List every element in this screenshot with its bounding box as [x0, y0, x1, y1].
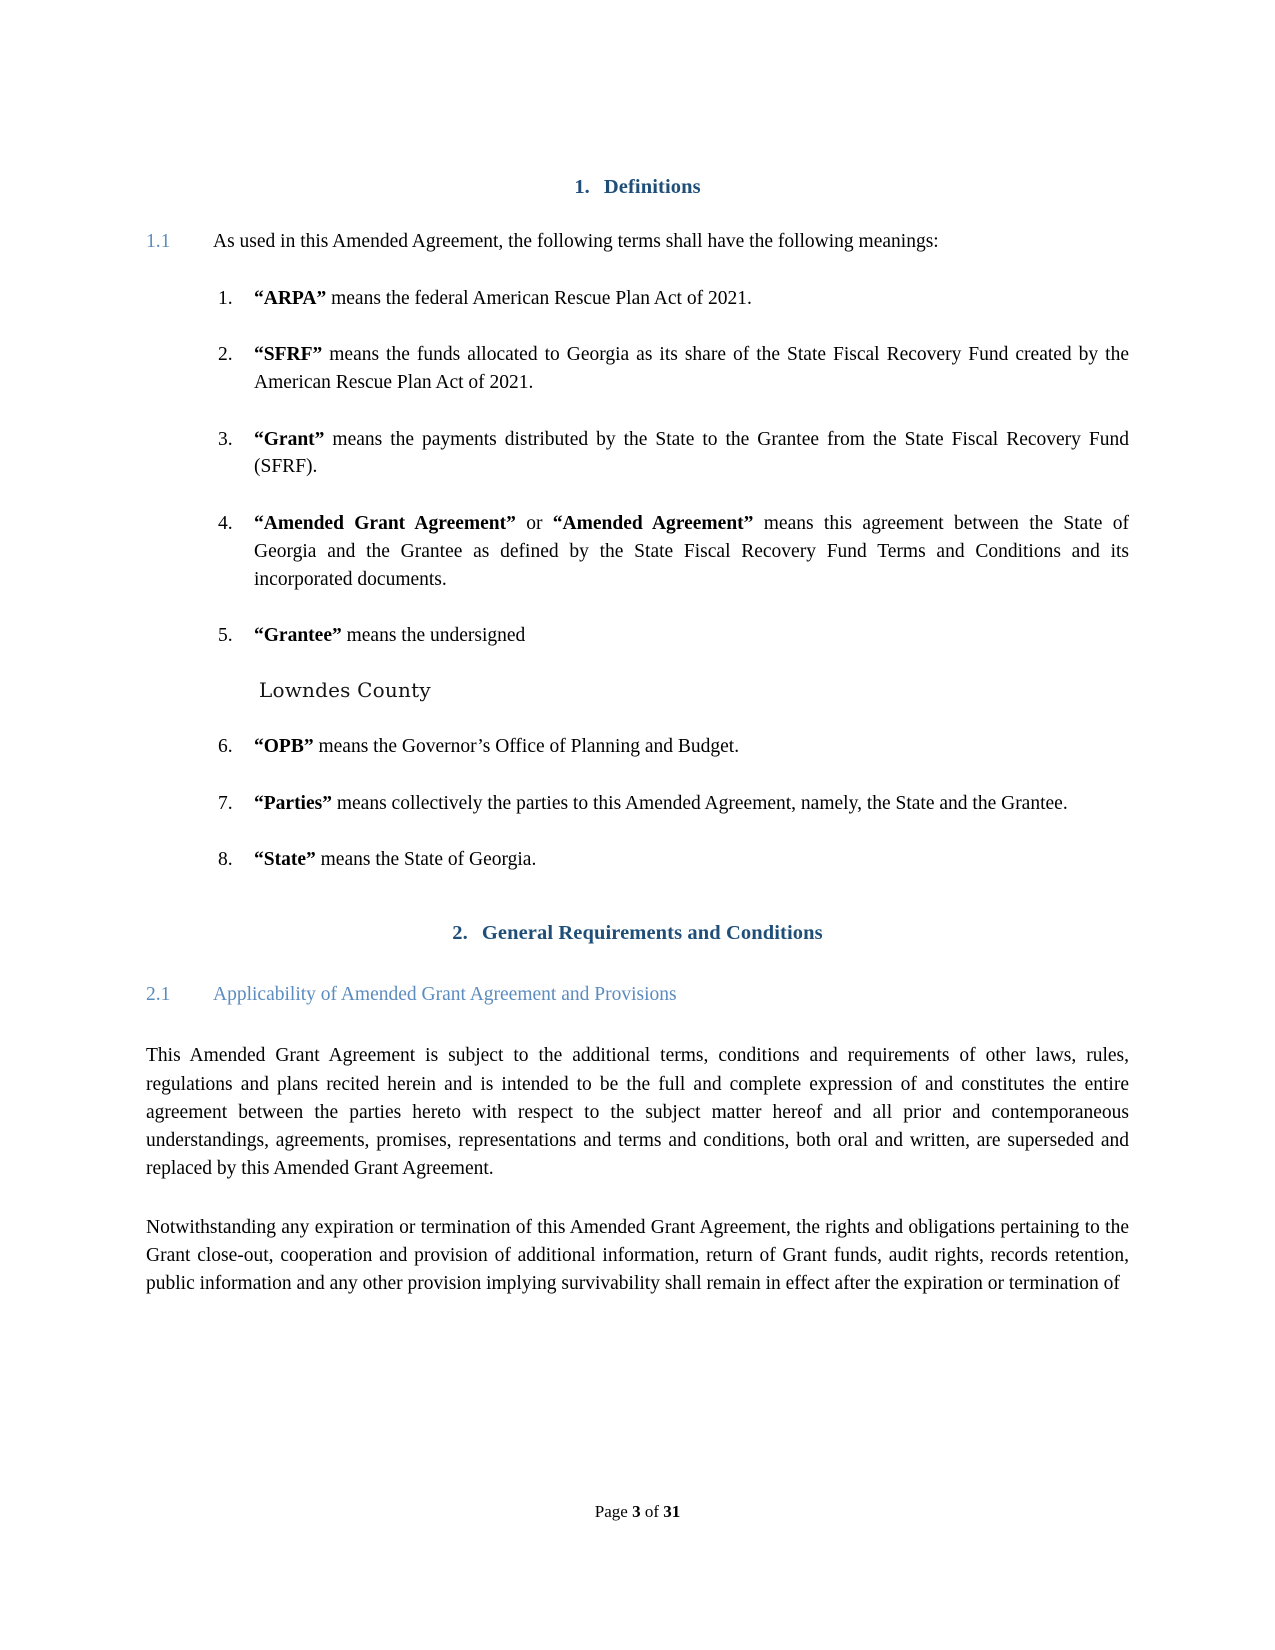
defined-term: “ARPA” [254, 287, 327, 309]
page-footer [0, 1502, 1275, 1522]
list-item-number: 5. [218, 625, 233, 647]
definition-body: means the federal American Rescue Plan Act of 2021. [326, 287, 752, 309]
clause-1-1 [146, 228, 1129, 256]
defined-term: “State” [254, 849, 316, 871]
definition-body: means the undersigned [341, 625, 526, 647]
paragraph: Notwithstanding any expiration or termination of this Amended Grant Agreement, the rights and obligations pertaining to the Grant close-out, cooperation and provision of additional information, return of Grant funds, audit rights, records retention, public information and any other provision implying survivability shall remain in effect after the expiration or termination of [146, 1216, 1129, 1295]
paragraph: This Amended Grant Agreement is subject to the additional terms, conditions and requirements of other laws, rules, regulations and plans recited herein and is intended to be the full and complete expression of and constitutes the entire agreement between the parties hereto with respect to the subject matter hereof and all prior and contemporaneous understandings, agreements, promises, representations and terms and conditions, both oral and written, are superseded and replaced by this Amended Grant Agreement. [146, 1045, 1129, 1180]
list-item-number: 3. [218, 428, 233, 450]
footer-page-number: 3 [632, 1502, 641, 1521]
list-item [146, 341, 1129, 396]
list-item [146, 846, 1129, 874]
definition-body: means the Governor’s Office of Planning and Budget. [313, 735, 740, 757]
subsection-title: Applicability of Amended Grant Agreement and Provisions [213, 983, 677, 1005]
list-item [146, 510, 1129, 593]
list-item [146, 733, 1129, 761]
definition-body: means the State of Georgia. [315, 849, 537, 871]
list-item [146, 285, 1129, 313]
list-item-text [254, 341, 1129, 396]
definition-body: means collectively the parties to this Amended Agreement, namely, the State and the Grantee. [331, 792, 1068, 814]
list-item-number: 1. [218, 287, 233, 309]
list-item-text [254, 510, 1129, 593]
section-title: Definitions [603, 176, 701, 198]
definition-body: means the funds allocated to Georgia as its share of the State Fiscal Recovery Fund created by the American Rescue Plan Act of 2021. [254, 344, 1129, 394]
clause-text: As used in this Amended Agreement, the following terms shall have the following meanings: [213, 231, 939, 252]
defined-term-alt: “Amended Agreement” [552, 513, 754, 535]
grantee-name-value[interactable]: Lowndes County [259, 677, 431, 702]
definition-body: means the payments distributed by the State to the Grantee from the State Fiscal Recovery Fund (SFRF). [254, 428, 1129, 478]
definitions-list-continued [146, 733, 1129, 874]
definitions-list [146, 285, 1129, 650]
term-connector: or [515, 513, 553, 535]
list-item-text [254, 285, 1129, 313]
list-item-number: 4. [218, 513, 233, 535]
defined-term: “OPB” [254, 735, 314, 757]
list-item-text [254, 733, 1129, 761]
section-heading-definitions [146, 0, 1129, 199]
subsection-heading-2-1 [146, 981, 1129, 1008]
footer-middle: of [640, 1502, 664, 1521]
footer-total-pages: 31 [663, 1502, 681, 1521]
defined-term: “Parties” [254, 792, 332, 814]
defined-term: “Amended Grant Agreement” [254, 513, 516, 535]
list-item-text [254, 790, 1129, 818]
list-item [146, 790, 1129, 818]
subsection-number: 2.1 [146, 983, 171, 1005]
defined-term: “Grant” [254, 428, 325, 450]
defined-term: “SFRF” [254, 344, 323, 366]
list-item-text [254, 846, 1129, 874]
clause-number: 1.1 [146, 231, 171, 252]
list-item-text [254, 426, 1129, 481]
list-item-text [254, 622, 1129, 650]
list-item-number: 6. [218, 735, 233, 757]
list-item-number: 7. [218, 792, 233, 814]
list-item [146, 622, 1129, 650]
footer-prefix: Page [594, 1502, 633, 1521]
defined-term: “Grantee” [254, 625, 342, 647]
section-number: 2. [452, 921, 468, 944]
list-item-number: 8. [218, 849, 233, 871]
list-item [146, 426, 1129, 481]
section-number: 1. [574, 176, 590, 198]
section-heading-general-requirements [146, 874, 1129, 945]
definition-body: means this agreement between the State of Georgia and the Grantee as defined by the State Fiscal Recovery Fund Terms and Conditions and its incorporated documents. [254, 513, 1129, 590]
list-item-number: 2. [218, 344, 233, 366]
section-title: General Requirements and Conditions [481, 921, 823, 944]
